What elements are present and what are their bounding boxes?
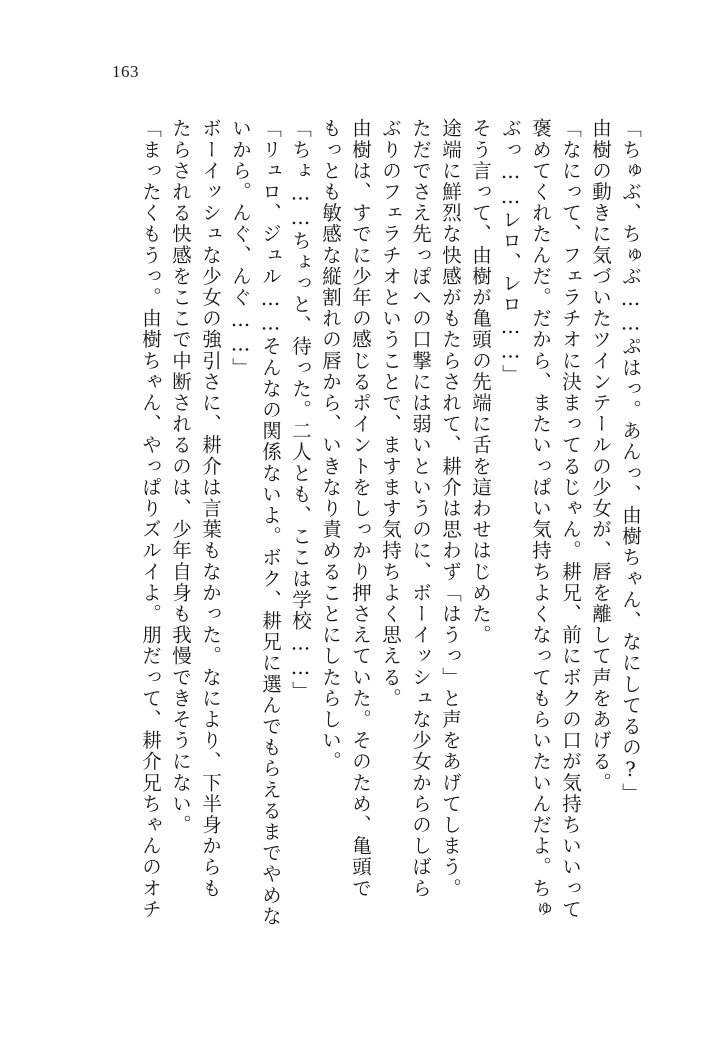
text-column: 由樹は、すでに少年の感じるポイントをしっかり押さえていた。そのため、亀頭で (349, 118, 372, 899)
text-column: ボーイッシュな少女の強引さに、耕介は言葉もなかった。なにより、下半身からも (199, 118, 222, 899)
text-column: ぶりのフェラチオということで、ますます気持ちよく思える。 (379, 118, 402, 709)
text-column: ぶっ……レロ、レロ……」 (499, 118, 522, 386)
text-column: たらされる快感をここで中断されるのは、少年自身も我慢できそうにない。 (169, 118, 192, 836)
text-column: 「ちゅぶ、ちゅぶ……ぷはっ。あんっ、由樹ちゃん、なにしてるの?」 (619, 118, 642, 804)
page-number: 163 (112, 62, 139, 81)
text-column: 途端に鮮烈な快感がもたらされて、耕介は思わず「はうっ」と声をあげてしまう。 (439, 118, 462, 899)
text-column: 「まったくもうっ。由樹ちゃん、やっぱりズルイよ。朋だって、耕介兄ちゃんのオチ (139, 118, 162, 920)
text-column: もっとも敏感な縦割れの唇から、いきなり責めることにしたらしい。 (319, 118, 342, 773)
text-column: そう言って、由樹が亀頭の先端に舌を這わせはじめた。 (469, 118, 492, 646)
text-column: 「ちょ……ちょっと、待った。二人とも、ここは学校……」 (289, 118, 312, 702)
text-column: いから。んぐ、んぐ……」 (229, 118, 252, 379)
text-column: 「なにって、フェラチオに決まってるじゃん。耕兄、前にボクの口が気持ちいいって (559, 118, 582, 920)
text-column: 褒めてくれたんだ。だから、またいっぱい気持ちよくなってもらいたいんだよ。ちゅ (529, 118, 552, 920)
text-column: 由樹の動きに気づいたツインテールの少女が、唇を離して声をあげる。 (589, 118, 612, 794)
vertical-text-block (84, 118, 640, 948)
text-column: ただでさえ先っぽへの口撃には弱いというのに、ボーイッシュな少女からのしばら (409, 118, 432, 899)
text-column: 「リュロ、ジュル……そんなの関係ないよ。ボク、耕兄に選んでもらえるまでやめな (259, 118, 282, 927)
